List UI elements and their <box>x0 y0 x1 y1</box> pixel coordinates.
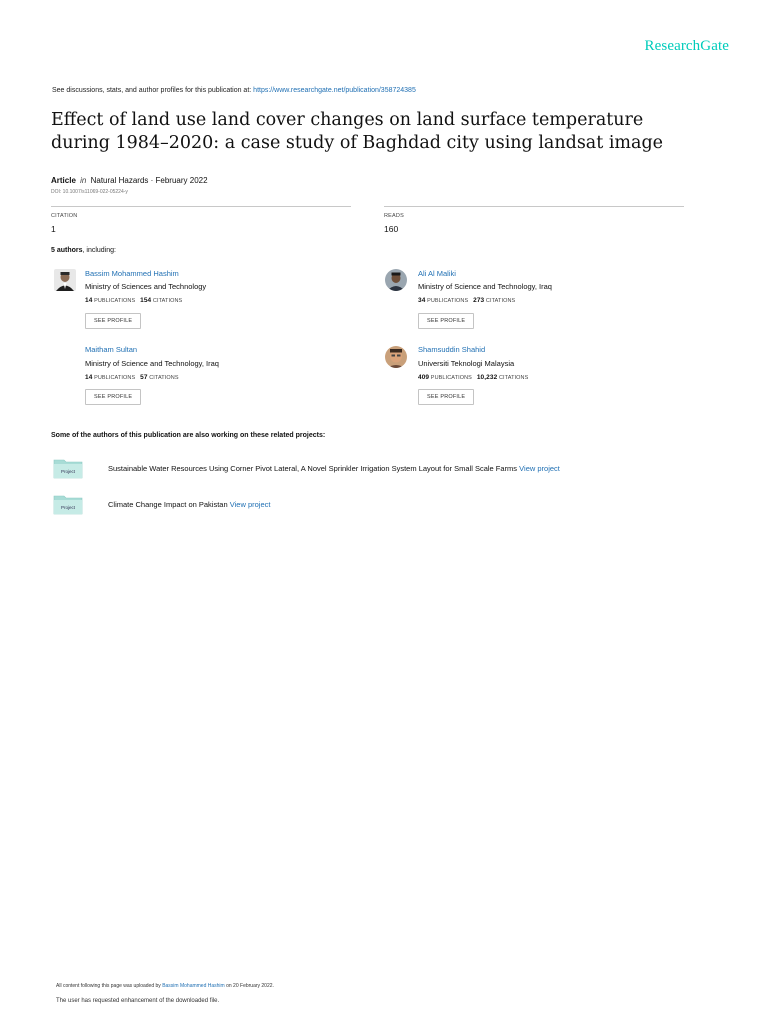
project-icon-label: Project <box>60 505 76 510</box>
divider-right <box>384 206 684 207</box>
author-affiliation: Ministry of Science and Technology, Iraq <box>85 359 219 368</box>
reads-value: 160 <box>384 224 399 234</box>
uploader-link[interactable]: Bassim Mohammed Hashim <box>162 983 225 989</box>
reads-label: READS <box>384 213 404 219</box>
project-title: Climate Change Impact on Pakistan <box>108 500 228 509</box>
author-name[interactable]: Maitham Sultan <box>85 345 138 354</box>
citations-count: 154 <box>140 297 152 304</box>
author-stats <box>85 374 179 381</box>
publications-count: 14 <box>85 297 93 304</box>
in-word: in <box>80 176 87 185</box>
citations-count: 273 <box>473 297 485 304</box>
publication-link[interactable]: https://www.researchgate.net/publication/358724385 <box>253 87 416 94</box>
project-folder-icon[interactable] <box>53 457 83 479</box>
related-projects-heading: Some of the authors of this publication are also working on these related projects: <box>51 432 326 439</box>
publications-label: PUBLICATIONS <box>430 375 472 381</box>
venue-date: Natural Hazards · February 2022 <box>90 176 208 185</box>
project-title: Sustainable Water Resources Using Corner Pivot Lateral, A Novel Sprinkler Irrigation System Layout for Small Scale Farms <box>108 464 518 473</box>
article-type: Article <box>51 176 76 185</box>
paper-title: Effect of land use land cover changes on land surface temperature during 1984–2020: a case study of Baghdad city using landsat image <box>51 110 664 153</box>
publications-count: 34 <box>418 297 426 304</box>
researchgate-logo[interactable]: ResearchGate <box>644 38 729 54</box>
citations-label: CITATIONS <box>485 298 516 304</box>
author-name[interactable]: Bassim Mohammed Hashim <box>85 269 179 278</box>
upload-suffix: on 20 February 2022. <box>224 983 274 989</box>
view-project-link[interactable]: View project <box>519 464 560 473</box>
citation-label: CITATION <box>51 213 78 219</box>
divider-left <box>51 206 351 207</box>
avatar[interactable] <box>385 269 407 291</box>
citations-count: 10,232 <box>476 374 498 381</box>
publications-count: 14 <box>85 374 93 381</box>
author-name[interactable]: Shamsuddin Shahid <box>418 345 486 354</box>
project-item <box>108 464 560 473</box>
enhancement-note: The user has requested enhancement of the downloaded file. <box>56 998 220 1004</box>
see-profile-button[interactable]: SEE PROFILE <box>85 313 141 329</box>
avatar[interactable] <box>54 269 76 291</box>
discussion-prefix: See discussions, stats, and author profiles for this publication at: <box>52 87 254 94</box>
citations-label: CITATIONS <box>152 298 183 304</box>
author-photo-icon <box>385 269 407 291</box>
upload-prefix: All content following this page was uploaded by <box>56 983 163 989</box>
project-folder-icon[interactable] <box>53 493 83 515</box>
authors-heading <box>51 247 116 254</box>
see-profile-button[interactable]: SEE PROFILE <box>418 313 474 329</box>
author-affiliation: Ministry of Sciences and Technology <box>85 282 207 291</box>
citation-value: 1 <box>51 224 56 234</box>
upload-note <box>56 983 274 989</box>
paper-meta <box>51 176 208 185</box>
discussion-line <box>52 87 416 94</box>
author-affiliation: Ministry of Science and Technology, Iraq <box>418 282 552 291</box>
see-profile-button[interactable]: SEE PROFILE <box>418 389 474 405</box>
view-project-link[interactable]: View project <box>229 500 271 509</box>
publications-label: PUBLICATIONS <box>94 298 136 304</box>
authors-count: 5 authors <box>51 247 83 254</box>
citations-label: CITATIONS <box>149 375 179 381</box>
author-stats <box>418 374 528 381</box>
author-photo-icon <box>54 269 76 291</box>
citations-count: 57 <box>140 374 148 381</box>
see-profile-button[interactable]: SEE PROFILE <box>85 389 141 405</box>
publications-label: PUBLICATIONS <box>94 375 136 381</box>
author-name[interactable]: Ali Al Maliki <box>418 269 456 278</box>
project-icon-label: Project <box>60 469 76 474</box>
citations-label: CITATIONS <box>498 375 529 381</box>
author-stats <box>85 297 182 304</box>
avatar[interactable] <box>385 346 407 368</box>
authors-suffix: , including: <box>82 247 116 254</box>
doi: DOI: 10.1007/s11069-022-05224-y <box>51 189 128 195</box>
project-item <box>108 500 270 509</box>
author-photo-icon <box>385 346 407 368</box>
publications-count: 409 <box>418 374 430 381</box>
publications-label: PUBLICATIONS <box>427 298 469 304</box>
author-affiliation: Universiti Teknologi Malaysia <box>418 359 515 368</box>
author-stats <box>418 297 515 304</box>
